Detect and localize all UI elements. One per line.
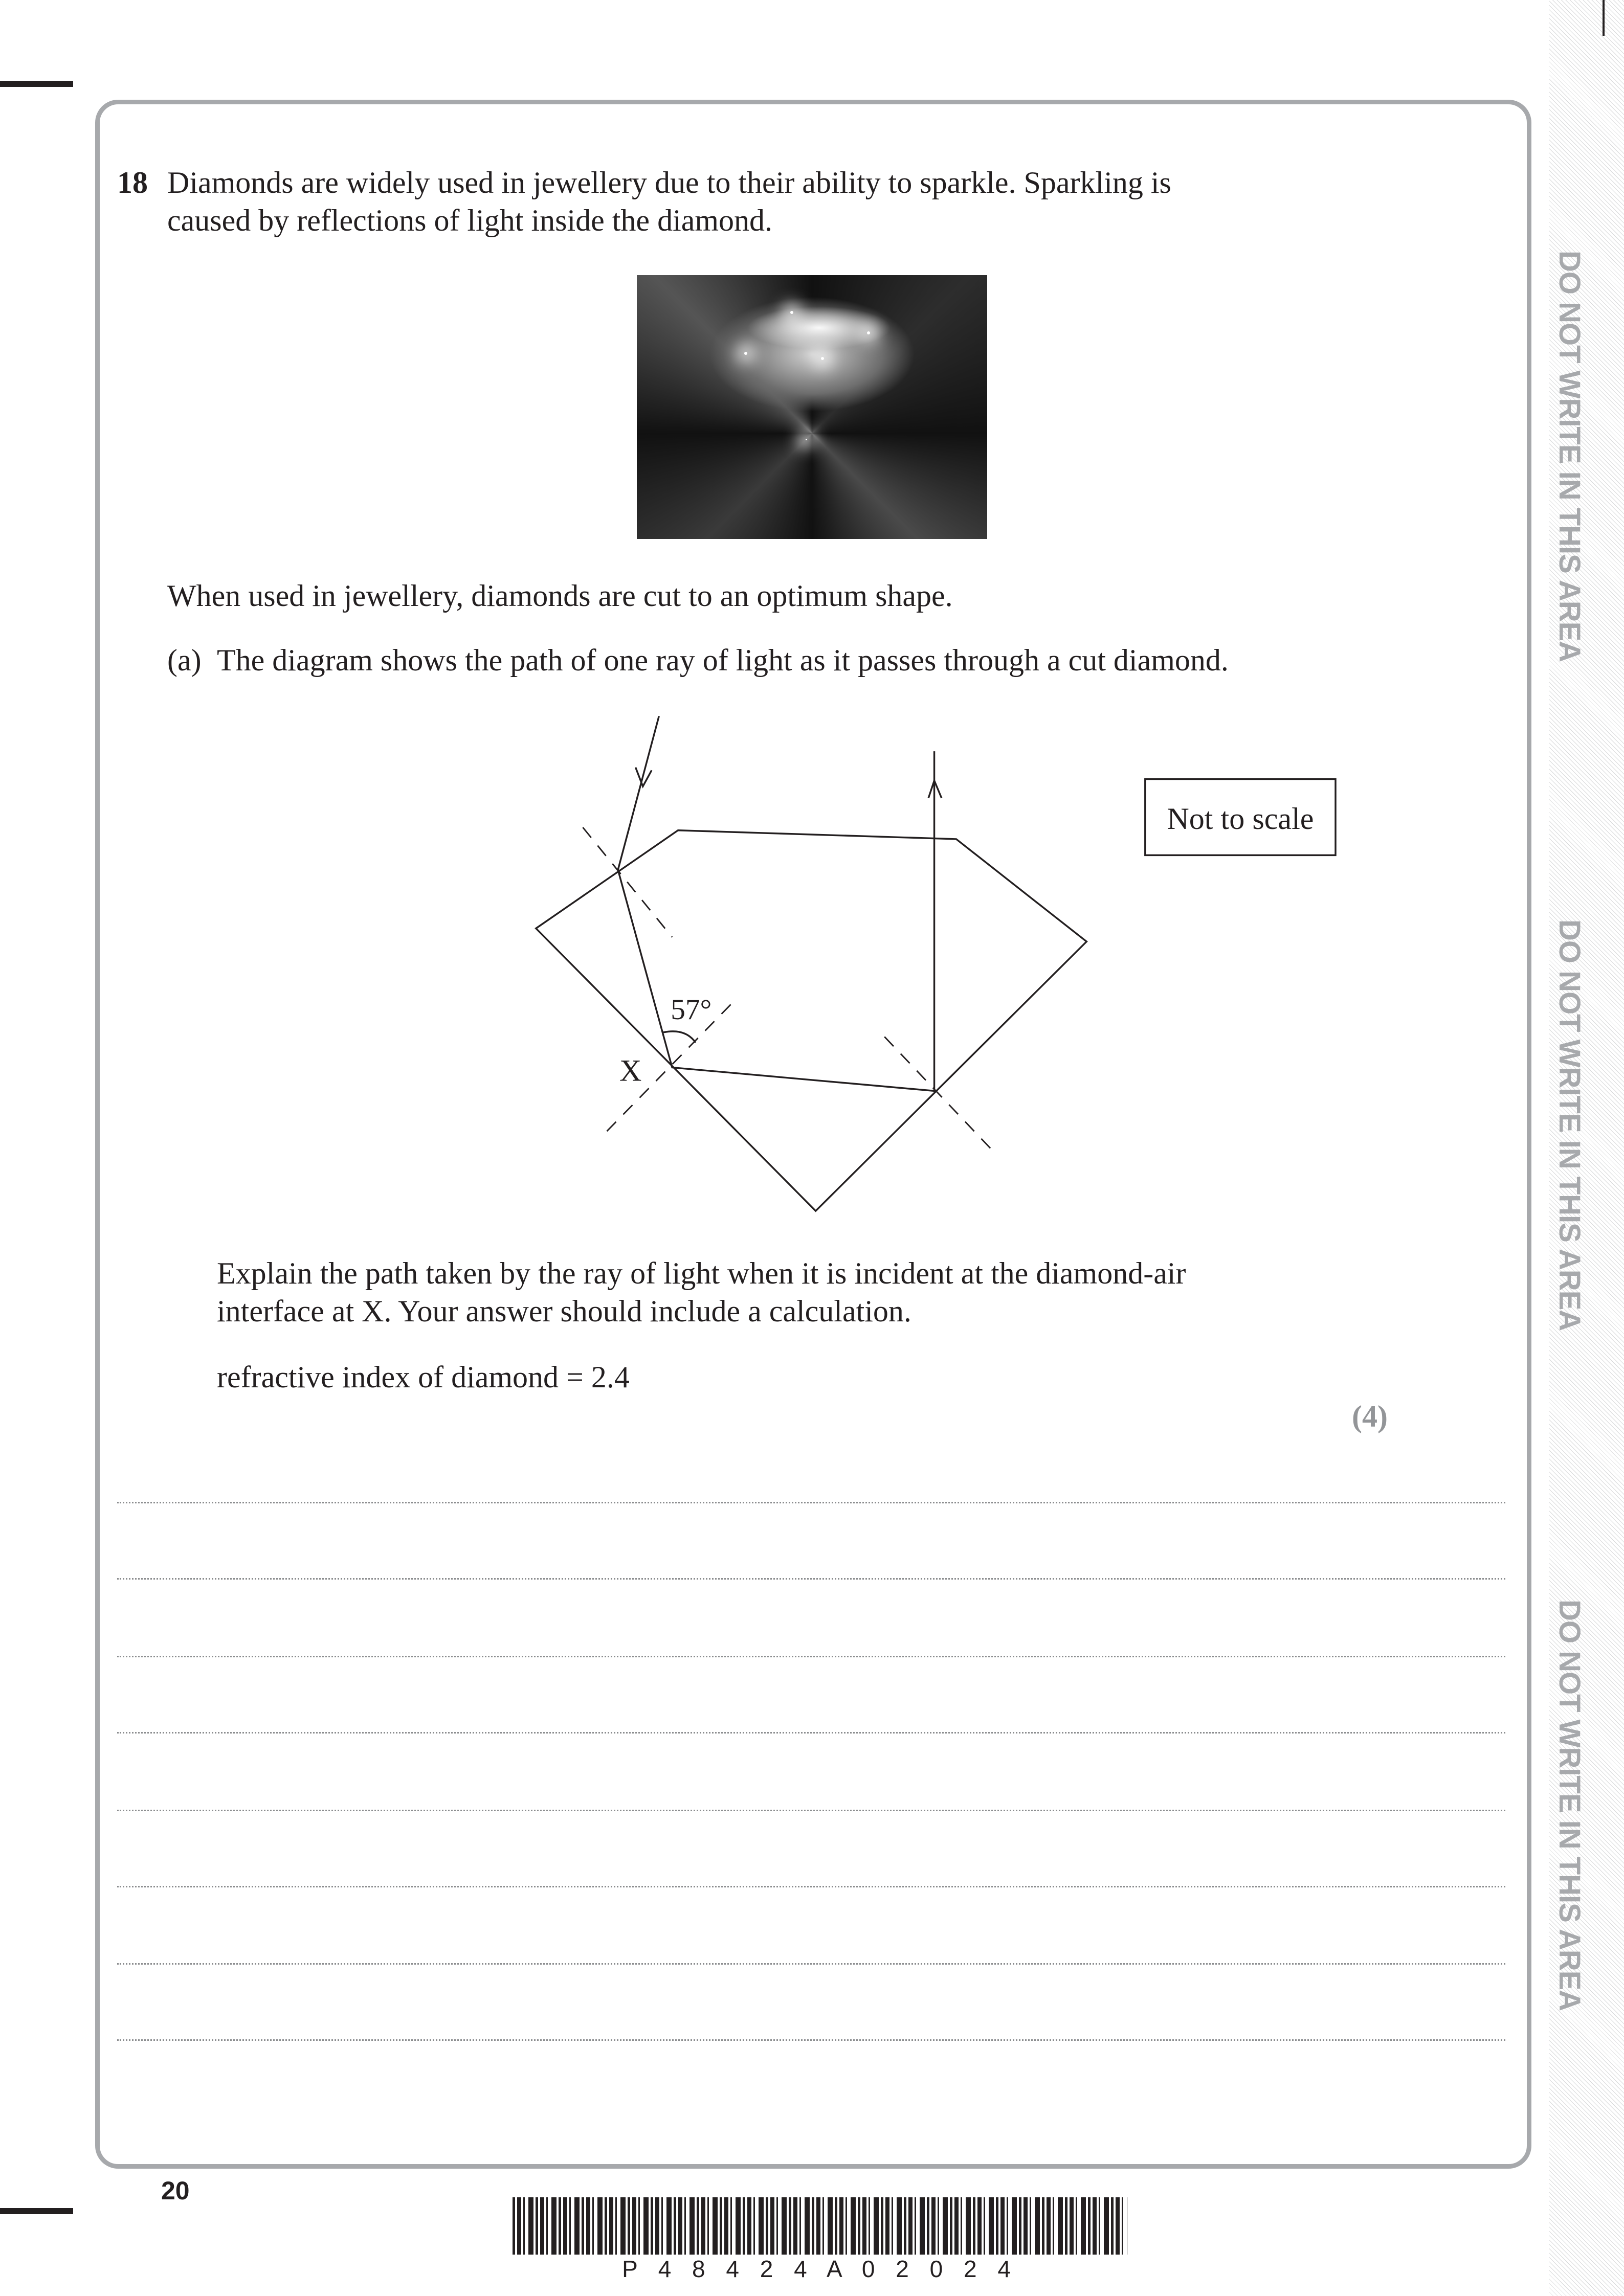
answer-line[interactable] bbox=[117, 1656, 1505, 1657]
angle-arc bbox=[663, 1031, 696, 1043]
scale-note: Not to scale bbox=[1167, 801, 1314, 836]
diamond-outline bbox=[536, 830, 1086, 1211]
page-number: 20 bbox=[161, 2176, 190, 2205]
angle-label: 57° bbox=[671, 994, 712, 1026]
question-intro: Diamonds are widely used in jewellery due to their ability to sparkle. Sparkling is bbox=[167, 166, 1171, 199]
given-value: refractive index of diamond = 2.4 bbox=[217, 1360, 630, 1394]
margin-warning: DO NOT WRITE IN THIS AREA bbox=[1553, 919, 1586, 1331]
point-x-label: X bbox=[619, 1053, 642, 1088]
answer-line[interactable] bbox=[117, 1810, 1505, 1811]
barcode bbox=[513, 2197, 1127, 2255]
margin-warning: DO NOT WRITE IN THIS AREA bbox=[1553, 251, 1586, 662]
explain-text: interface at X. Your answer should include a calculation. bbox=[217, 1294, 911, 1328]
marks-label: (4) bbox=[1352, 1400, 1388, 1433]
part-a-label: (a) bbox=[167, 643, 202, 677]
answer-line[interactable] bbox=[117, 1578, 1505, 1580]
shape-text: When used in jewellery, diamonds are cut to an optimum shape. bbox=[167, 579, 953, 613]
answer-line[interactable] bbox=[117, 1963, 1505, 1965]
answer-line[interactable] bbox=[117, 2039, 1505, 2041]
question-intro: caused by reflections of light inside the diamond. bbox=[167, 204, 773, 237]
part-a-text: The diagram shows the path of one ray of light as it passes through a cut diamond. bbox=[217, 643, 1229, 677]
normal-line bbox=[884, 1037, 994, 1152]
margin-warning: DO NOT WRITE IN THIS AREA bbox=[1553, 1600, 1586, 2011]
answer-line[interactable] bbox=[117, 1886, 1505, 1887]
barcode-text: P 4 8 4 2 4 A 0 2 0 2 4 bbox=[622, 2256, 1018, 2282]
answer-line[interactable] bbox=[117, 1732, 1505, 1734]
light-ray bbox=[618, 716, 934, 1091]
answer-line[interactable] bbox=[117, 1502, 1505, 1503]
question-number: 18 bbox=[117, 166, 148, 199]
explain-text: Explain the path taken by the ray of light when it is incident at the diamond-air bbox=[217, 1256, 1186, 1290]
